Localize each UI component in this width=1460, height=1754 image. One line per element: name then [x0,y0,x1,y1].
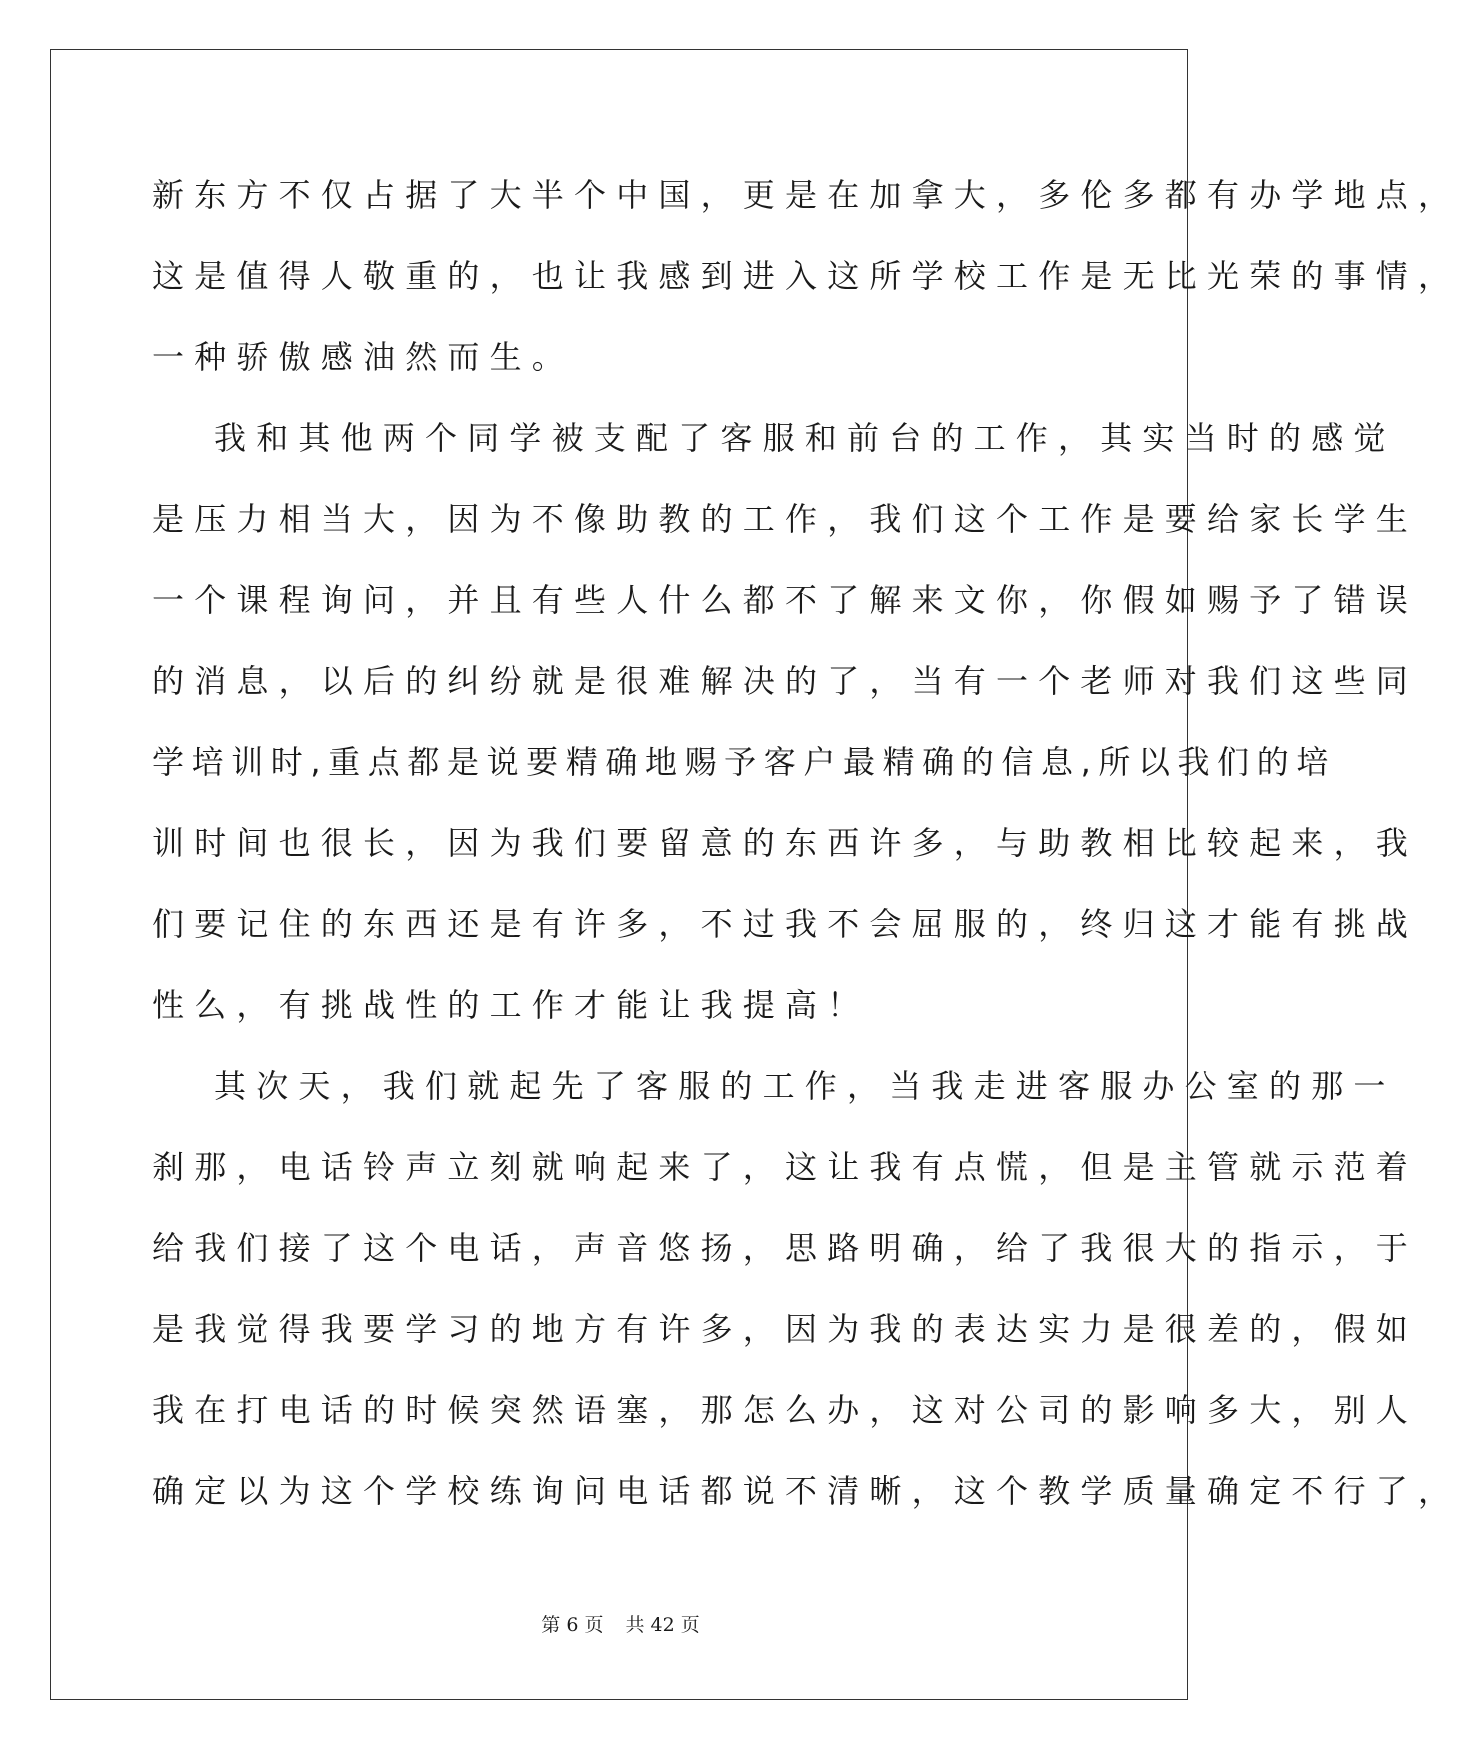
text-line: 学培训时,重点都是说要精确地赐予客户最精确的信息,所以我们的培 [152,743,1336,781]
text-line: 确定以为这个学校练询问电话都说不清晰，这个教学质量确定不行了， [152,1472,1460,1510]
text-line: 我在打电话的时候突然语塞，那怎么办，这对公司的影响多大，别人 [152,1391,1419,1429]
page-total: 共 42 页 [625,1614,700,1636]
text-line: 性么，有挑战性的工作才能让我提高！ [152,986,870,1024]
page-footer [0,1610,1241,1637]
text-line: 的消息，以后的纠纷就是很难解决的了，当有一个老师对我们这些同 [152,662,1419,700]
text-line: 们要记住的东西还是有许多，不过我不会屈服的，终归这才能有挑战 [152,905,1419,943]
text-line: 新东方不仅占据了大半个中国，更是在加拿大，多伦多都有办学地点， [152,176,1460,214]
text-line: 一个课程询问，并且有些人什么都不了解来文你，你假如赐予了错误 [152,581,1419,619]
text-line: 是我觉得我要学习的地方有许多，因为我的表达实力是很差的，假如 [152,1310,1419,1348]
paragraph-start-line: 其次天，我们就起先了客服的工作，当我走进客服办公室的那一 [214,1067,1396,1105]
page-number: 第 6 页 [541,1614,604,1636]
text-line: 一种骄傲感油然而生。 [152,338,575,376]
text-line: 训时间也很长，因为我们要留意的东西许多，与助教相比较起来，我 [152,824,1419,862]
text-line: 给我们接了这个电话，声音悠扬，思路明确，给了我很大的指示，于 [152,1229,1419,1267]
document-body [152,155,1460,1532]
text-line: 是压力相当大，因为不像助教的工作，我们这个工作是要给家长学生 [152,500,1419,538]
text-line: 这是值得人敬重的，也让我感到进入这所学校工作是无比光荣的事情， [152,257,1460,295]
text-line: 刹那，电话铃声立刻就响起来了，这让我有点慌，但是主管就示范着 [152,1148,1419,1186]
paragraph-start-line: 我和其他两个同学被支配了客服和前台的工作，其实当时的感觉 [214,419,1396,457]
